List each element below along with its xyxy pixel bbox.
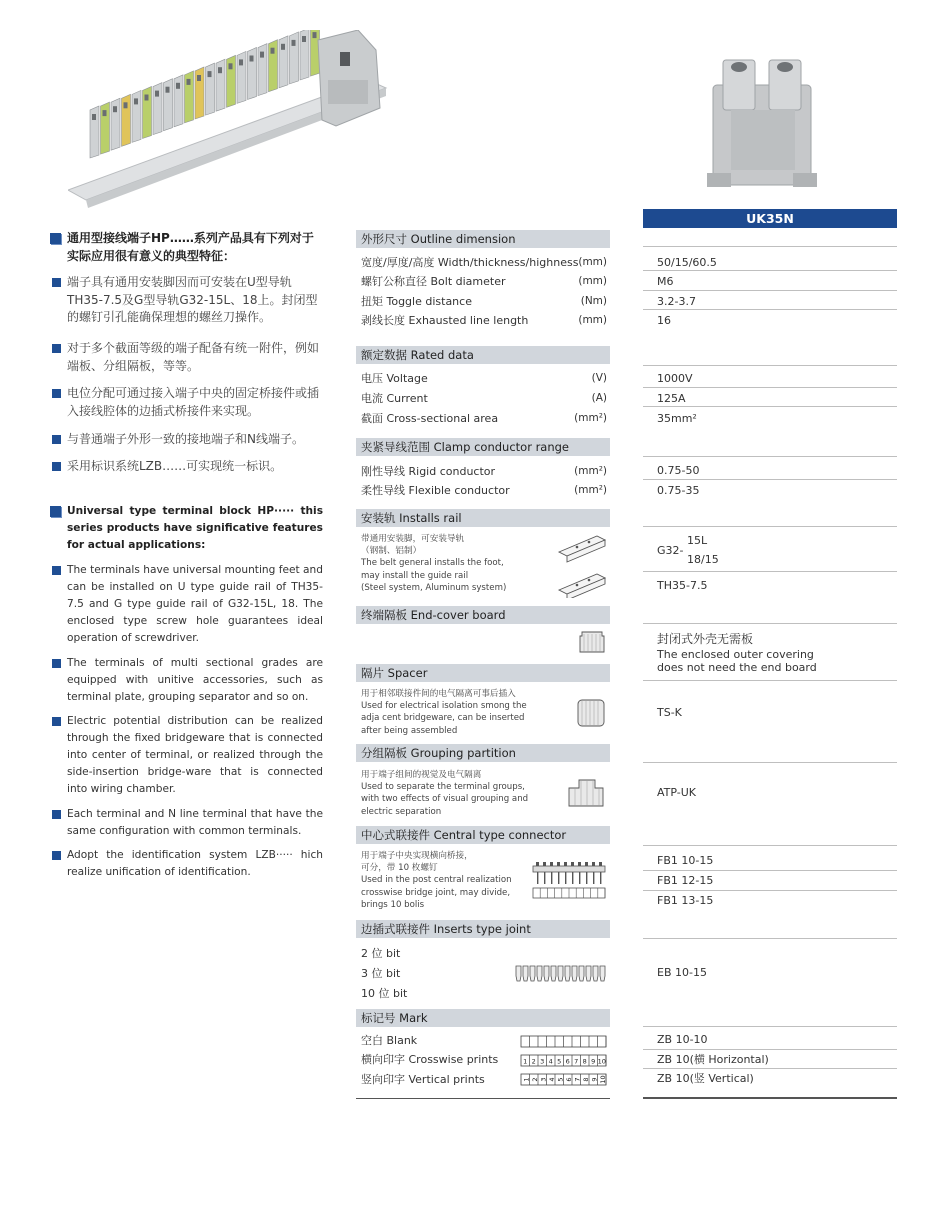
desc-line: 可分，带 10 枚螺钉 bbox=[361, 863, 438, 874]
central-value: FB1 13-15 bbox=[657, 894, 714, 907]
central-value: FB1 10-15 bbox=[657, 854, 714, 867]
spec-row bbox=[361, 253, 607, 272]
divider bbox=[643, 762, 897, 763]
desc-line: with two effects of visual grouping and bbox=[361, 794, 529, 805]
bullet-icon bbox=[52, 659, 61, 668]
divider bbox=[643, 938, 897, 939]
spec-unit: (mm) bbox=[578, 275, 607, 287]
bullet-icon bbox=[52, 462, 61, 471]
divider bbox=[643, 623, 897, 624]
desc-line: 用于端子组间的视觉及电气隔离 bbox=[361, 770, 482, 780]
spec-label: 刚性导线 Rigid conductor bbox=[361, 465, 496, 478]
end-cover-value: 封闭式外壳无需板 bbox=[657, 632, 754, 646]
central-value: FB1 12-15 bbox=[657, 874, 714, 887]
section-grouping-partition: 分组隔板 Grouping partition bbox=[356, 744, 610, 763]
svg-text:8: 8 bbox=[581, 1077, 590, 1082]
spacer-description bbox=[361, 688, 541, 737]
en-feature-text: The terminals of multi sectional grades are equipped with unitive accessories, such as terminal plate, grouping separator and so on. bbox=[67, 657, 323, 703]
divider bbox=[643, 845, 897, 846]
spec-unit: (mm²) bbox=[574, 412, 607, 424]
inserts-row: 10 位 bit bbox=[361, 987, 408, 1000]
desc-line: Used in the post central realization bbox=[361, 875, 512, 886]
divider bbox=[643, 571, 897, 572]
rail-description bbox=[361, 533, 541, 594]
svg-text:3: 3 bbox=[539, 1077, 548, 1082]
svg-text:6: 6 bbox=[564, 1077, 573, 1082]
divider bbox=[643, 290, 897, 291]
spec-unit: (Nm) bbox=[580, 295, 607, 307]
section-installs-rail: 安装轨 Installs rail bbox=[356, 509, 610, 528]
spec-label: 宽度/厚度/高度 Width/thickness/highness bbox=[361, 256, 579, 269]
cn-feature-text: 与普通端子外形一致的接地端子和N线端子。 bbox=[67, 432, 304, 446]
cn-feature-text: 采用标识系统LZB……可实现统一标识。 bbox=[67, 459, 283, 473]
en-feature-text: Adopt the identification system LZB····· hich realize unification of identification. bbox=[67, 849, 323, 878]
section-inserts-type-joint: 边插式联接件 Inserts type joint bbox=[356, 920, 610, 939]
spec-value: 0.75-35 bbox=[657, 484, 700, 497]
mark-row: 竖向印字 Vertical prints bbox=[361, 1073, 485, 1086]
svg-text:3: 3 bbox=[540, 1057, 545, 1066]
divider bbox=[643, 387, 897, 388]
en-feature-text: Electric potential distribution can be realized through the fixed bridgeware that is connected into center of terminal, or realized through the side-insertion bridge-ware that is connected into wiring chamber. bbox=[67, 715, 323, 795]
divider bbox=[643, 1026, 897, 1027]
divider bbox=[643, 456, 897, 457]
desc-line: （钢制、铝制） bbox=[361, 546, 422, 557]
rail-g-value bbox=[657, 541, 684, 560]
divider bbox=[643, 270, 897, 271]
divider bbox=[643, 526, 897, 527]
svg-text:5: 5 bbox=[556, 1077, 565, 1082]
spec-value: 1000V bbox=[657, 372, 693, 385]
end-cover-value: does not need the end board bbox=[657, 661, 817, 674]
spec-value: M6 bbox=[657, 275, 674, 288]
svg-text:2: 2 bbox=[531, 1057, 536, 1066]
bottom-rule bbox=[643, 1097, 897, 1099]
desc-line: Used for electrical isolation smong the bbox=[361, 701, 527, 712]
divider bbox=[643, 479, 897, 480]
spec-unit: (V) bbox=[591, 372, 607, 384]
spec-unit: (A) bbox=[591, 392, 607, 404]
vertical-mark-strip-icon bbox=[520, 1073, 608, 1087]
spec-label: 螺钉公称直径 Bolt diameter bbox=[361, 275, 506, 288]
en-intro-title: Universal type terminal block HP····· this series products have significative features for actual applications: bbox=[67, 505, 323, 551]
svg-text:1: 1 bbox=[522, 1077, 531, 1082]
spec-value: 3.2-3.7 bbox=[657, 295, 696, 308]
bullet-icon bbox=[52, 435, 61, 444]
grouping-value: ATP-UK bbox=[657, 786, 697, 799]
en-feature-text: Each terminal and N line terminal that have the same configuration with common terminals. bbox=[67, 808, 323, 837]
spec-row bbox=[361, 481, 607, 500]
end-cover-value: The enclosed outer covering bbox=[657, 648, 814, 661]
rail-g-bottom: 18/15 bbox=[687, 553, 719, 566]
svg-text:2: 2 bbox=[530, 1077, 539, 1082]
bullet-icon bbox=[52, 810, 61, 819]
end-cover-icon bbox=[578, 630, 606, 656]
desc-line: electric separation bbox=[361, 806, 442, 817]
spec-label: 电压 Voltage bbox=[361, 372, 428, 385]
desc-line: 用于相邻联接件间的电气隔离可事后插入 bbox=[361, 689, 516, 699]
desc-line: 用于端子中央实现横向桥接， bbox=[361, 851, 473, 861]
inserts-value: EB 10-15 bbox=[657, 966, 707, 979]
desc-line: brings 10 bolis bbox=[361, 899, 425, 910]
divider bbox=[643, 309, 897, 310]
section-rated-data: 额定数据 Rated data bbox=[356, 346, 610, 365]
desc-line: crosswise bridge joint, may divide, bbox=[361, 887, 511, 898]
product-name: UK35N bbox=[643, 209, 897, 228]
bullet-icon bbox=[52, 389, 61, 398]
bullet-icon bbox=[50, 506, 61, 517]
spec-unit: (mm²) bbox=[574, 484, 607, 496]
section-clamp-conductor-range: 夹紧导线范围 Clamp conductor range bbox=[356, 438, 610, 457]
spec-label: 剥线长度 Exhausted line length bbox=[361, 314, 529, 327]
svg-text:9: 9 bbox=[590, 1077, 599, 1082]
spec-value: 125A bbox=[657, 392, 686, 405]
spacer-value: TS-K bbox=[657, 706, 682, 719]
svg-text:9: 9 bbox=[591, 1057, 596, 1066]
rail-g-top: 15L bbox=[687, 534, 708, 547]
inserts-joint-icon bbox=[514, 962, 608, 984]
spec-value: 16 bbox=[657, 314, 671, 327]
grouping-description bbox=[361, 769, 541, 818]
svg-text:10: 10 bbox=[597, 1057, 606, 1066]
cn-feature-text: 端子具有通用安装脚因而可安装在U型导轨TH35-7.5及G型导轨G32-15L、18上。封闭型的螺钉引孔能确保理想的螺丝刀操作。 bbox=[67, 275, 318, 324]
desc-line: after being assembled bbox=[361, 725, 458, 736]
uk35n-terminal-image bbox=[705, 55, 825, 197]
spec-row bbox=[361, 462, 607, 481]
bullet-icon bbox=[52, 278, 61, 287]
spec-label: 柔性导线 Flexible conductor bbox=[361, 484, 510, 497]
section-spacer: 隔片 Spacer bbox=[356, 664, 610, 683]
bullet-icon bbox=[52, 717, 61, 726]
spec-label: 截面 Cross-sectional area bbox=[361, 412, 499, 425]
divider bbox=[643, 680, 897, 681]
spec-value: 50/15/60.5 bbox=[657, 256, 717, 269]
desc-line: adja cent bridgeware, can be inserted bbox=[361, 713, 525, 724]
crosswise-mark-strip-icon bbox=[520, 1054, 608, 1068]
section-outline-dimension: 外形尺寸 Outline dimension bbox=[356, 230, 610, 249]
inserts-row: 2 位 bit bbox=[361, 947, 401, 960]
mark-value: ZB 10(横 Horizontal) bbox=[657, 1053, 769, 1066]
desc-line: 带通用安装脚，可安装导轨 bbox=[361, 534, 465, 544]
spec-label: 电流 Current bbox=[361, 392, 428, 405]
desc-line: The belt general installs the foot, bbox=[361, 558, 504, 569]
mark-value: ZB 10(竖 Vertical) bbox=[657, 1072, 754, 1085]
spec-row bbox=[361, 272, 607, 291]
svg-text:10: 10 bbox=[598, 1075, 607, 1084]
mark-row: 空白 Blank bbox=[361, 1034, 418, 1047]
section-end-cover-board: 终端隔板 End-cover board bbox=[356, 606, 610, 625]
rail-th-value: TH35-7.5 bbox=[657, 579, 708, 592]
bullet-icon bbox=[52, 851, 61, 860]
bullet-icon bbox=[50, 233, 61, 244]
svg-text:7: 7 bbox=[574, 1057, 579, 1066]
spec-row bbox=[361, 409, 607, 428]
svg-text:5: 5 bbox=[557, 1057, 562, 1066]
spec-row bbox=[361, 292, 607, 311]
divider bbox=[643, 365, 897, 366]
cn-feature-text: 电位分配可通过接入端子中央的固定桥接件或插入接线腔体的边插式桥接件来实现。 bbox=[67, 386, 320, 418]
cn-intro bbox=[52, 230, 322, 270]
blank-mark-strip-icon bbox=[520, 1035, 608, 1049]
spec-row bbox=[361, 389, 607, 408]
svg-text:4: 4 bbox=[547, 1077, 556, 1082]
bottom-rule bbox=[356, 1098, 610, 1099]
guide-rail-icon bbox=[555, 532, 609, 598]
terminal-rail-assembly-image bbox=[68, 30, 393, 208]
svg-text:6: 6 bbox=[565, 1057, 570, 1066]
spec-unit: (mm) bbox=[578, 256, 607, 268]
bullet-icon bbox=[52, 566, 61, 575]
spec-unit: (mm) bbox=[578, 314, 607, 326]
grouping-partition-icon bbox=[567, 778, 607, 810]
spec-row bbox=[361, 311, 607, 330]
central-description bbox=[361, 850, 541, 911]
en-feature-text: The terminals have universal mounting feet and can be installed on U type guide rail of TH35-7.5 and G type guide rail of G32-15L, 18. The enclosed type screw hole guarantees ideal operation of screwdriver. bbox=[67, 564, 323, 644]
spec-value: 35mm² bbox=[657, 412, 697, 425]
divider bbox=[643, 406, 897, 407]
spec-label: 扭矩 Toggle distance bbox=[361, 295, 472, 308]
desc-line: Used to separate the terminal groups, bbox=[361, 782, 525, 793]
mark-value: ZB 10-10 bbox=[657, 1033, 708, 1046]
spec-unit: (mm²) bbox=[574, 465, 607, 477]
central-connector-icon bbox=[531, 862, 607, 902]
mark-row: 横向印字 Crosswise prints bbox=[361, 1053, 499, 1066]
divider bbox=[643, 246, 897, 247]
section-mark: 标记号 Mark bbox=[356, 1009, 610, 1028]
svg-text:7: 7 bbox=[573, 1077, 582, 1082]
spacer-icon bbox=[576, 698, 606, 728]
desc-line: may install the guide rail bbox=[361, 570, 469, 581]
cn-intro-title: 通用型接线端子HP……系列产品具有下列对于实际应用很有意义的典型特征： bbox=[67, 231, 314, 263]
bullet-icon bbox=[52, 344, 61, 353]
svg-text:1: 1 bbox=[523, 1057, 528, 1066]
desc-line: (Steel system, Aluminum system) bbox=[361, 582, 507, 593]
cn-feature-text: 对于多个截面等级的端子配备有统一附件，例如端板、分组隔板，等等。 bbox=[67, 341, 320, 373]
spec-row bbox=[361, 369, 607, 388]
spec-value: 0.75-50 bbox=[657, 464, 700, 477]
rail-g-prefix: G32- bbox=[657, 544, 684, 557]
svg-text:4: 4 bbox=[548, 1057, 553, 1066]
inserts-row: 3 位 bit bbox=[361, 967, 401, 980]
section-central-type-connector: 中心式联接件 Central type connector bbox=[356, 826, 610, 845]
svg-text:8: 8 bbox=[582, 1057, 587, 1066]
